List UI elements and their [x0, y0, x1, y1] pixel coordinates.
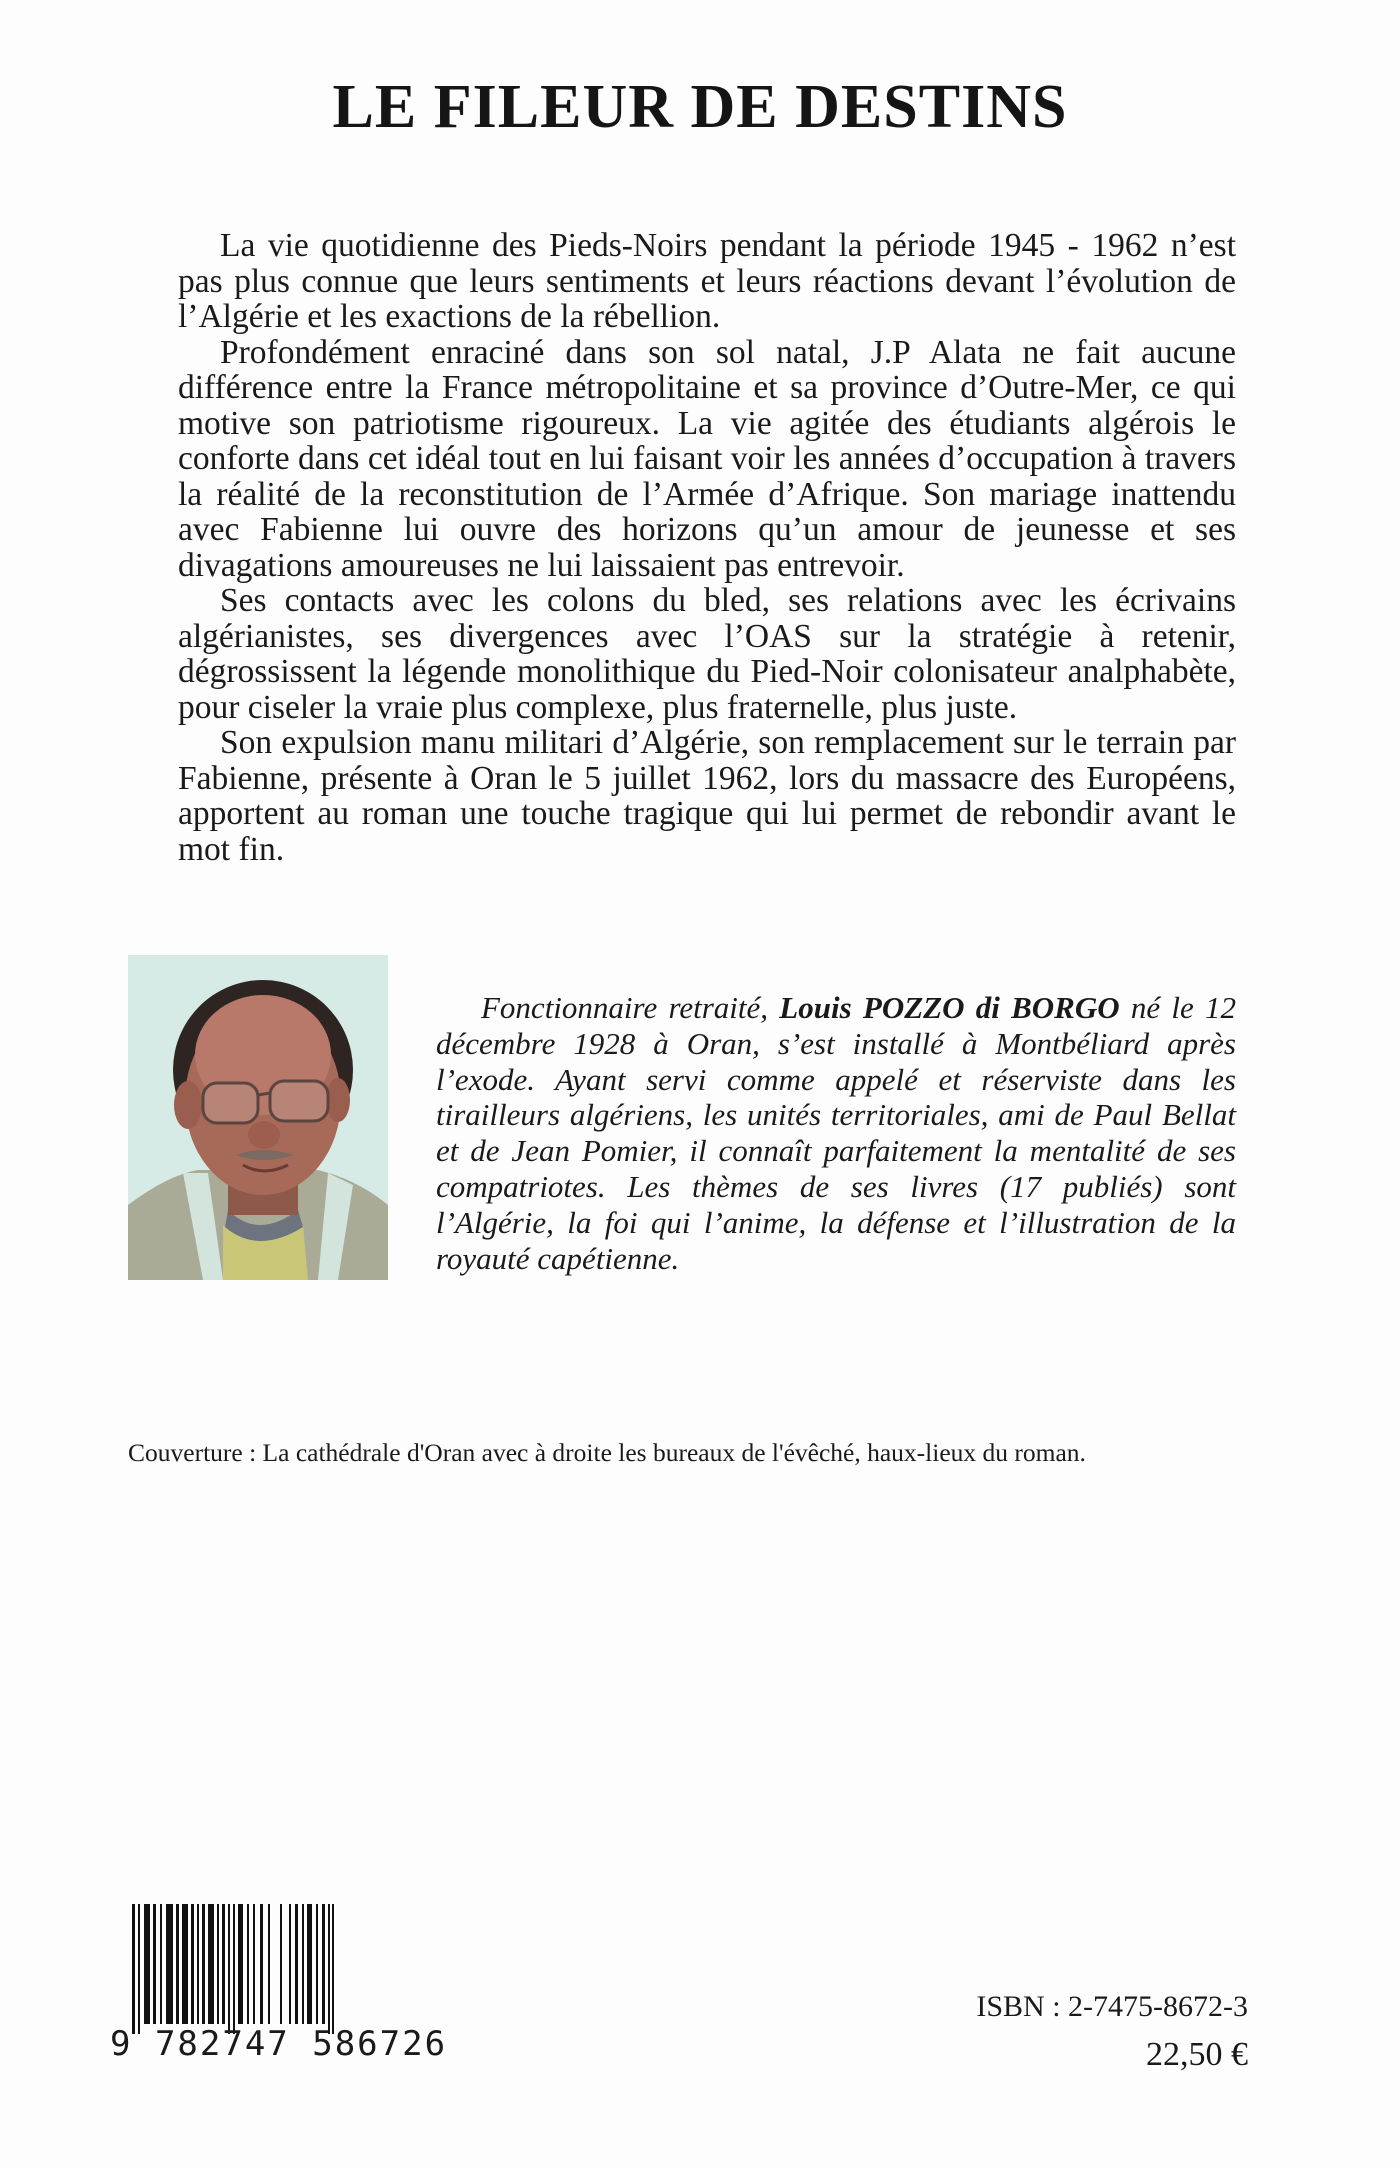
- bio-intro: Fonctionnaire retraité,: [481, 990, 780, 1025]
- synopsis: [178, 228, 1236, 867]
- synopsis-paragraph: La vie quotidienne des Pieds-Noirs pendant la période 1945 - 1962 n’est pas plus connue que leurs sentiments et leurs réactions devant l’évolution de l’Algérie et les exactions de la rébellion.: [178, 227, 1236, 335]
- book-title: LE FILEUR DE DESTINS: [332, 73, 1068, 141]
- synopsis-paragraph: Son expulsion manu militari d’Algérie, son remplacement sur le terrain par Fabienne, présente à Oran le 5 juillet 1962, lors du massacre des Européens, apportent au roman une touche tragique qui lui permet de rebondir avant le mot fin.: [178, 724, 1236, 868]
- barcode-number: 9 782747 586726: [110, 2024, 448, 2064]
- author-name: Louis POZZO di BORGO: [779, 990, 1120, 1025]
- author-photo: [128, 955, 388, 1280]
- bio-text: né le 12 décembre 1928 à Oran, s’est installé à Montbéliard après l’exode. Ayant servi comme appelé et réserviste dans les tirailleurs algériens, les unités territoriales, ami de Paul Bellat et de Jean Pomier, il connaît parfaitement la mentalité de ses compatriotes. Les thèmes de ses livres (17 publiés) sont l’Algérie, la foi qui l’anime, la défense et l’illustration de la royauté capétienne.: [436, 990, 1236, 1276]
- author-portrait-icon: [128, 955, 388, 1280]
- author-bio: [436, 990, 1236, 1276]
- barcode-icon: [120, 1904, 450, 2034]
- isbn: ISBN : 2-7475-8672-3: [976, 1990, 1248, 2023]
- price: 22,50 €: [1146, 2036, 1248, 2073]
- cover-caption: Couverture : La cathédrale d'Oran avec à droite les bureaux de l'évêché, haux-lieux du roman.: [128, 1438, 1086, 1467]
- synopsis-paragraph: Ses contacts avec les colons du bled, ses relations avec les écrivains algérianistes, ses divergences avec l’OAS sur la stratégie à retenir, dégrossissent la légende monolithique du Pied-Noir colonisateur analphabète, pour ciseler la vraie plus complexe, plus fraternelle, plus juste.: [178, 582, 1236, 726]
- synopsis-paragraph: Profondément enraciné dans son sol natal, J.P Alata ne fait aucune différence entre la France métropolitaine et sa province d’Outre-Mer, ce qui motive son patriotisme rigoureux. La vie agitée des étudiants algérois le conforte dans cet idéal tout en lui faisant voir les années d’occupation à travers la réalité de la reconstitution de l’Armée d’Afrique. Son mariage inattendu avec Fabienne lui ouvre des horizons qu’un amour de jeunesse et ses divagations amoureuses ne lui laissaient pas entrevoir.: [178, 333, 1236, 584]
